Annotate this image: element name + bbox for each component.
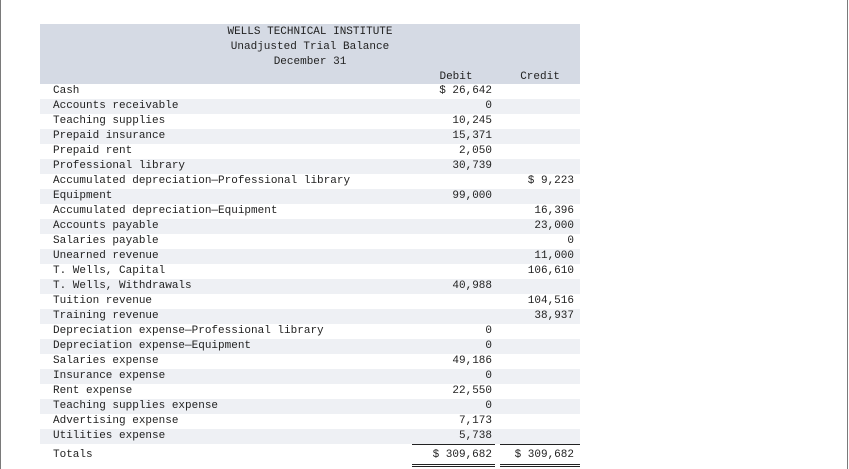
table-row (40, 189, 580, 204)
table-row (40, 384, 580, 399)
table-row (40, 429, 580, 444)
debit-amount: 0 (485, 340, 492, 352)
account-name: Equipment (53, 190, 113, 202)
account-name: Professional library (53, 160, 186, 172)
credit-column-header: Credit (520, 71, 560, 83)
table-row (40, 84, 580, 99)
account-name: Training revenue (53, 310, 159, 322)
account-name: T. Wells, Withdrawals (53, 280, 192, 292)
table-row (40, 279, 580, 294)
account-name: Depreciation expense—Professional library (53, 325, 324, 337)
debit-amount: 40,988 (452, 280, 492, 292)
account-name: Utilities expense (53, 430, 166, 442)
debit-amount: 7,173 (458, 415, 492, 427)
debit-amount: 15,371 (452, 130, 492, 142)
credit-amount: 16,396 (534, 205, 574, 217)
debit-amount: $ 26,642 (439, 85, 492, 97)
table-row (40, 129, 580, 144)
table-row (40, 144, 580, 159)
statement-date: December 31 (273, 56, 347, 68)
credit-amount: 104,516 (527, 295, 574, 307)
debit-total: $ 309,682 (432, 449, 492, 461)
account-name: Advertising expense (53, 415, 179, 427)
table-row (40, 414, 580, 429)
account-name: Insurance expense (53, 370, 166, 382)
debit-amount: 0 (485, 370, 492, 382)
table-row (40, 399, 580, 414)
statement-name: Unadjusted Trial Balance (230, 41, 390, 53)
account-name: Tuition revenue (53, 295, 153, 307)
debit-amount: 22,550 (452, 385, 492, 397)
credit-amount: $ 9,223 (527, 175, 574, 187)
credit-total: $ 309,682 (514, 449, 574, 461)
company-name: WELLS TECHNICAL INSTITUTE (227, 26, 393, 38)
account-name: Accounts receivable (53, 100, 179, 112)
account-name: T. Wells, Capital (53, 265, 166, 277)
totals-row (40, 448, 580, 463)
debit-amount: 49,186 (452, 355, 492, 367)
account-name: Teaching supplies expense (53, 400, 219, 412)
account-name: Accumulated depreciation—Professional library (53, 175, 351, 187)
table-row (40, 264, 580, 279)
debit-double-underline (412, 464, 495, 467)
table-row (40, 294, 580, 309)
account-name: Accumulated depreciation—Equipment (53, 205, 278, 217)
table-row (40, 114, 580, 129)
account-name: Salaries expense (53, 355, 159, 367)
debit-sum-rule (412, 444, 495, 445)
debit-amount: 10,245 (452, 115, 492, 127)
table-row (40, 354, 580, 369)
debit-amount: 5,738 (458, 430, 492, 442)
table-row (40, 339, 580, 354)
right-border (847, 0, 848, 469)
credit-amount: 106,610 (527, 265, 574, 277)
table-row (40, 99, 580, 114)
table-row (40, 324, 580, 339)
credit-amount: 11,000 (534, 250, 574, 262)
debit-amount: 2,050 (458, 145, 492, 157)
table-row (40, 219, 580, 234)
table-row (40, 234, 580, 249)
table-row (40, 309, 580, 324)
debit-amount: 0 (485, 100, 492, 112)
table-row (40, 249, 580, 264)
account-name: Accounts payable (53, 220, 159, 232)
table-row (40, 159, 580, 174)
debit-amount: 0 (485, 400, 492, 412)
table-row (40, 369, 580, 384)
debit-amount: 0 (485, 325, 492, 337)
account-name: Rent expense (53, 385, 133, 397)
credit-amount: 23,000 (534, 220, 574, 232)
credit-amount: 38,937 (534, 310, 574, 322)
account-name: Teaching supplies (53, 115, 166, 127)
account-name: Prepaid insurance (53, 130, 166, 142)
table-row (40, 204, 580, 219)
debit-amount: 99,000 (452, 190, 492, 202)
account-name: Prepaid rent (53, 145, 133, 157)
account-name: Depreciation expense—Equipment (53, 340, 252, 352)
debit-column-header: Debit (439, 71, 473, 83)
totals-label: Totals (53, 449, 93, 461)
debit-amount: 30,739 (452, 160, 492, 172)
credit-double-underline (500, 464, 580, 467)
table-row (40, 174, 580, 189)
credit-sum-rule (500, 444, 580, 445)
account-name: Cash (53, 85, 80, 97)
account-name: Salaries payable (53, 235, 159, 247)
left-border (0, 0, 1, 469)
credit-amount: 0 (567, 235, 574, 247)
account-name: Unearned revenue (53, 250, 159, 262)
